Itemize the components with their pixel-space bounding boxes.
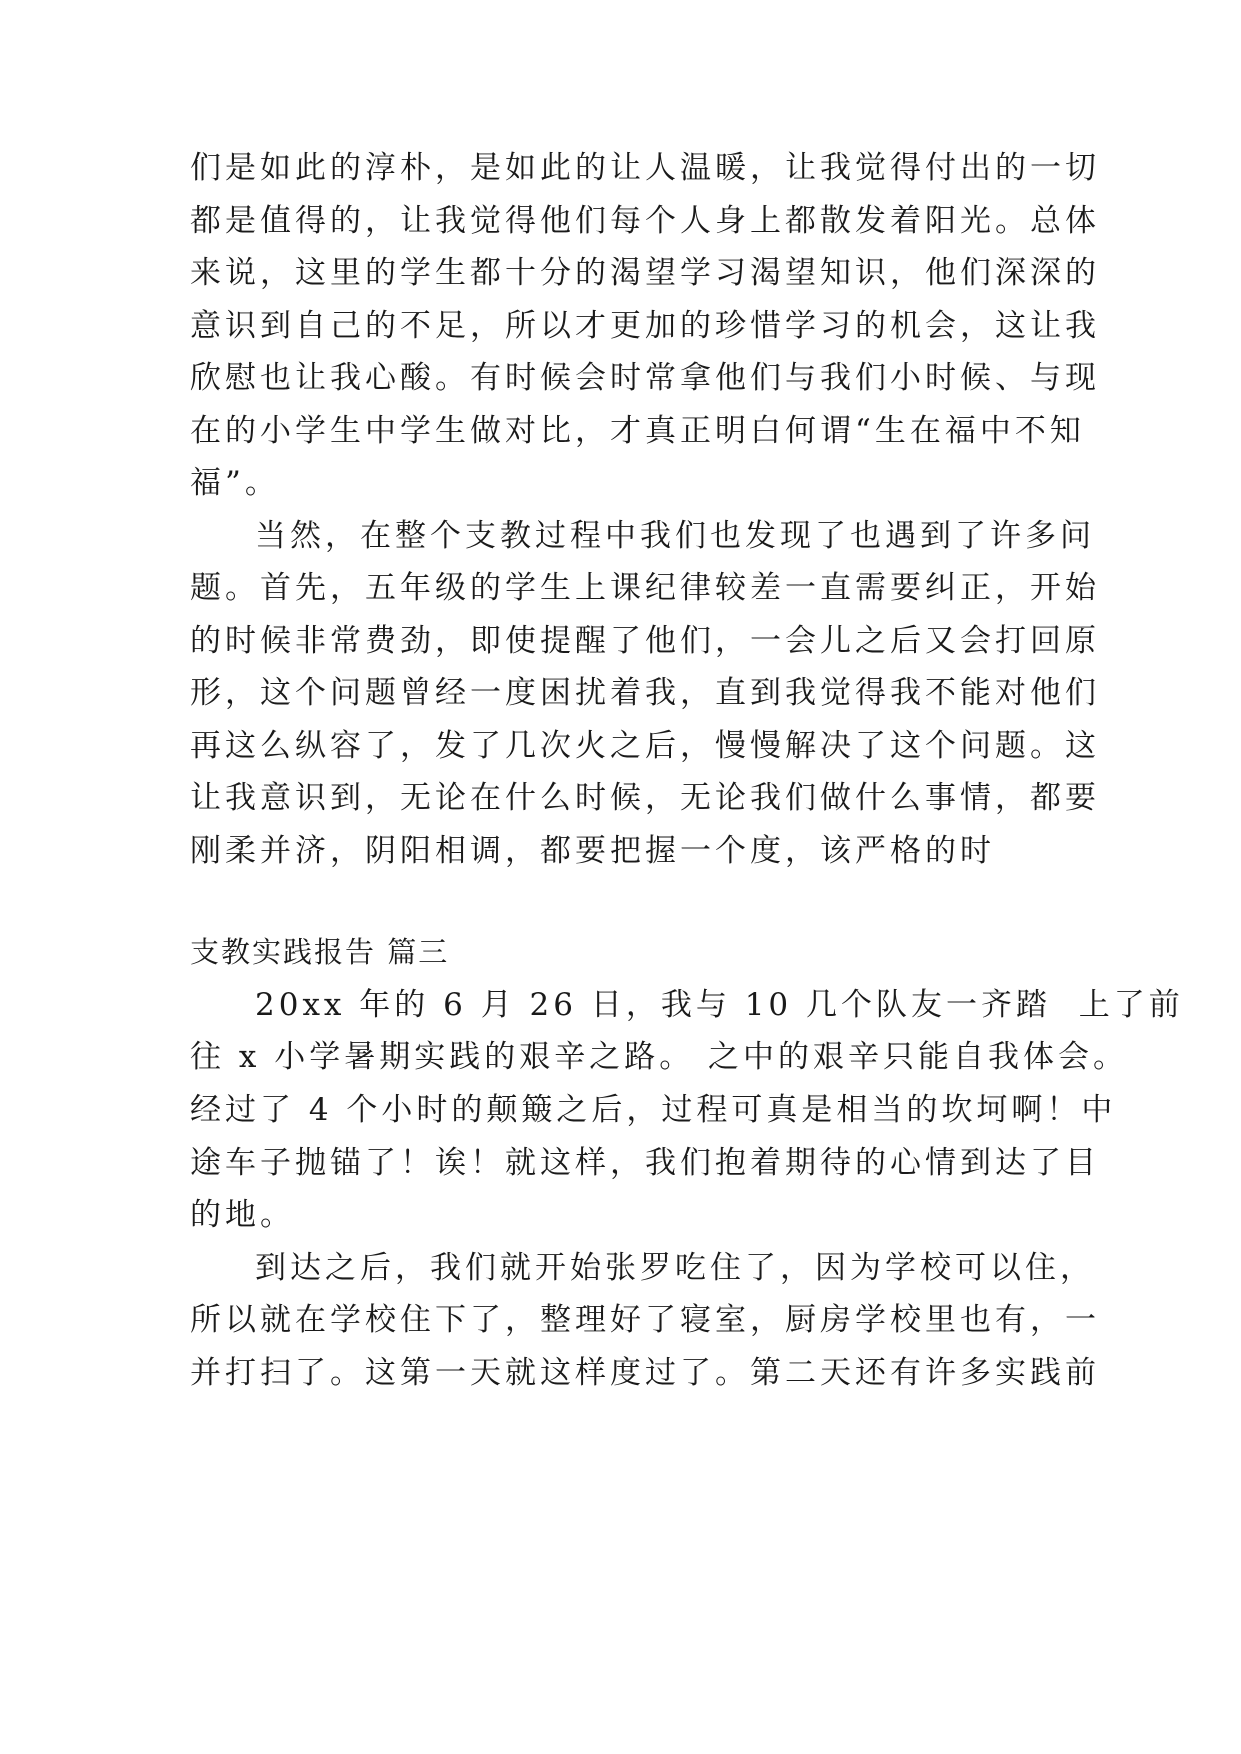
text-line: 的时候非常费劲，即使提醒了他们，一会儿之后又会打回原 (190, 623, 1100, 659)
text-line: 当然，在整个支教过程中我们也发现了也遇到了许多问 (255, 518, 1095, 554)
text-line: 的地。 (190, 1197, 295, 1233)
text-line: 欣慰也让我心酸。有时候会时常拿他们与我们小时候、与现 (190, 360, 1100, 396)
text-line: 们是如此的淳朴，是如此的让人温暖，让我觉得付出的一切 (190, 150, 1100, 186)
text-line: 题。首先，五年级的学生上课纪律较差一直需要纠正，开始 (190, 570, 1100, 606)
text-line: 来说，这里的学生都十分的渴望学习渴望知识，他们深深的 (190, 255, 1100, 291)
text-line: 让我意识到，无论在什么时候，无论我们做什么事情，都要 (190, 780, 1100, 816)
text-line: 刚柔并济，阴阳相调，都要把握一个度，该严格的时 (190, 833, 995, 869)
text-line: 到达之后，我们就开始张罗吃住了，因为学校可以住， (255, 1250, 1095, 1286)
text-line: 途车子抛锚了！诶！就这样，我们抱着期待的心情到达了目 (190, 1145, 1100, 1181)
text-line: 再这么纵容了，发了几次火之后，慢慢解决了这个问题。这 (190, 728, 1100, 764)
text-line: 并打扫了。这第一天就这样度过了。第二天还有许多实践前 (190, 1355, 1100, 1391)
text-line: 都是值得的，让我觉得他们每个人身上都散发着阳光。总体 (190, 203, 1100, 239)
text-line: 在的小学生中学生做对比，才真正明白何谓“生在福中不知 (190, 413, 1085, 449)
text-line: 所以就在学校住下了，整理好了寝室，厨房学校里也有，一 (190, 1302, 1100, 1338)
text-line: 往 x 小学暑期实践的艰辛之路。 之中的艰辛只能自我体会。 (190, 1039, 1129, 1075)
section-heading: 支教实践报告 篇三 (190, 935, 450, 969)
text-line: 20xx 年的 6 月 26 日，我与 10 几个队友一齐踏 上了前 (255, 987, 1184, 1023)
text-line: 福”。 (190, 465, 280, 501)
text-line: 经过了 4 个小时的颠簸之后，过程可真是相当的坎坷啊！中 (190, 1092, 1117, 1128)
text-line: 形，这个问题曾经一度困扰着我，直到我觉得我不能对他们 (190, 675, 1100, 711)
text-line: 意识到自己的不足，所以才更加的珍惜学习的机会，这让我 (190, 308, 1100, 344)
